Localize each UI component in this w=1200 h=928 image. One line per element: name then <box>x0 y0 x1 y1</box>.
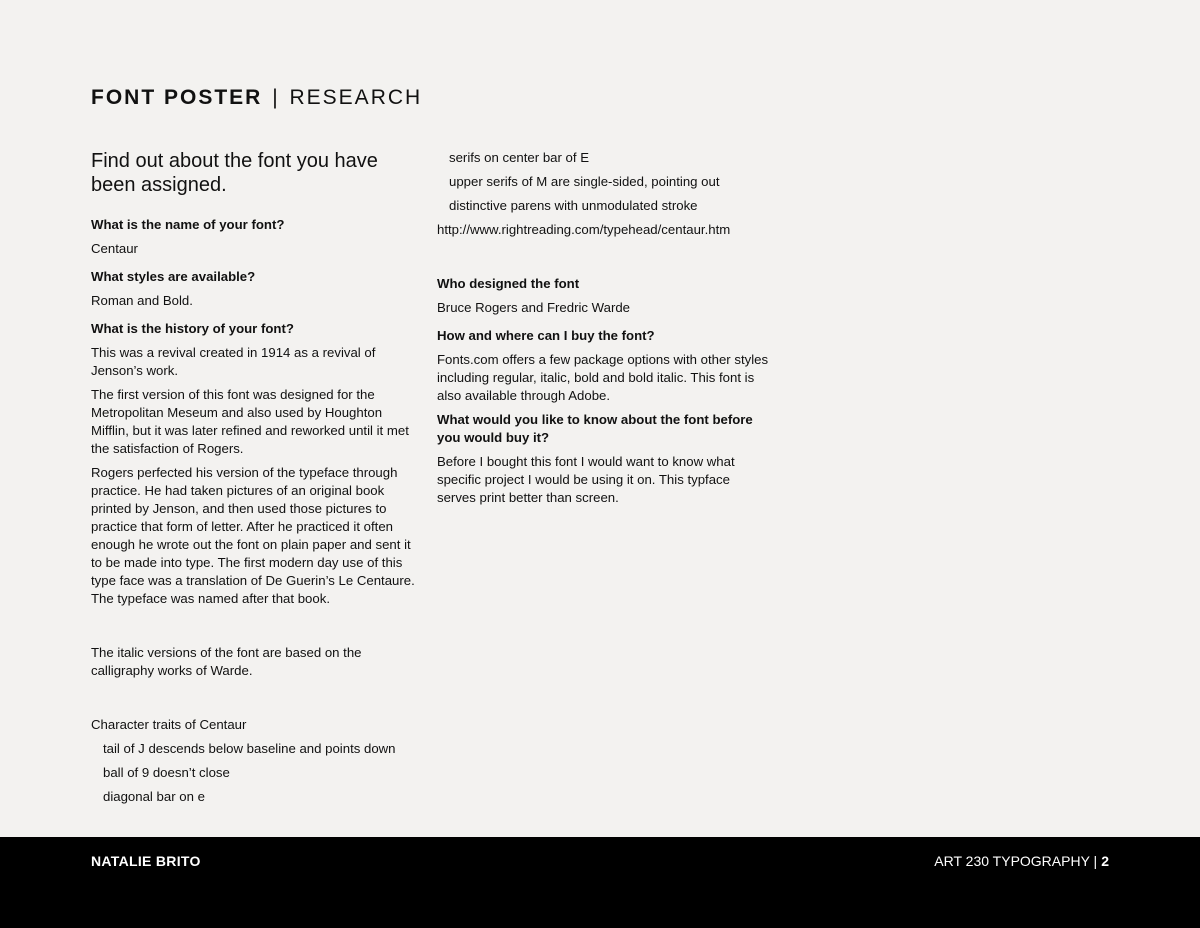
course-name: ART 230 TYPOGRAPHY | <box>934 853 1098 869</box>
trait-item: ball of 9 doesn’t close <box>103 765 230 780</box>
question-buy: How and where can I buy the font? <box>437 328 655 343</box>
footer-bar <box>0 837 1200 928</box>
title-sub: RESEARCH <box>289 86 423 109</box>
question-history: What is the history of your font? <box>91 321 294 336</box>
left-column <box>91 149 416 812</box>
trait-item: diagonal bar on e <box>103 789 205 804</box>
trait-item: distinctive parens with unmodulated stroke <box>449 198 698 213</box>
lead-text: Find out about the font you have been assigned. <box>91 150 378 196</box>
answer-buy: Fonts.com offers a few package options with other styles including regular, italic, bold and bold italic. This font is also available through Adobe. <box>437 352 769 403</box>
history-paragraph: The first version of this font was designed for the Metropolitan Meseum and also used by Houghton Mifflin, but it was later refined and reworked until it met the satisfaction of Rogers. <box>91 387 409 456</box>
answer-before-buy: Before I bought this font I would want to know what specific project I would be using it on. This typface serves print better than screen. <box>437 454 735 505</box>
question-before-buy: What would you like to know about the font before you would buy it? <box>437 412 753 445</box>
traits-heading: Character traits of Centaur <box>91 717 247 732</box>
question-font-name: What is the name of your font? <box>91 217 285 232</box>
trait-item: upper serifs of M are single-sided, pointing out <box>449 174 720 189</box>
reference-url: http://www.rightreading.com/typehead/centaur.htm <box>437 222 731 237</box>
answer-styles: Roman and Bold. <box>91 293 193 308</box>
title-separator: | <box>272 86 280 109</box>
answer-font-name: Centaur <box>91 241 138 256</box>
title-main: FONT POSTER <box>91 86 263 109</box>
course-label <box>934 853 1109 869</box>
question-styles: What styles are available? <box>91 269 256 284</box>
history-paragraph: Rogers perfected his version of the typeface through practice. He had taken pictures of an original book printed by Jenson, and then used those pictures to practice that form of letter. After he practiced it often enough he wrote out the font on plain paper and sent it to be made into type. The first modern day use of this type face was a translation of De Guerin’s Le Centaure. The typeface was named after that book. <box>91 465 415 606</box>
author-name: NATALIE BRITO <box>91 853 201 869</box>
page-number: 2 <box>1101 853 1109 869</box>
question-designer: Who designed the font <box>437 276 580 291</box>
trait-item: serifs on center bar of E <box>449 150 590 165</box>
answer-designer: Bruce Rogers and Fredric Warde <box>437 300 631 315</box>
trait-item: tail of J descends below baseline and points down <box>103 741 396 756</box>
history-paragraph: This was a revival created in 1914 as a revival of Jenson’s work. <box>91 345 376 378</box>
right-column <box>437 149 772 513</box>
history-paragraph: The italic versions of the font are based on the calligraphy works of Warde. <box>91 645 362 678</box>
page-title <box>91 86 422 110</box>
